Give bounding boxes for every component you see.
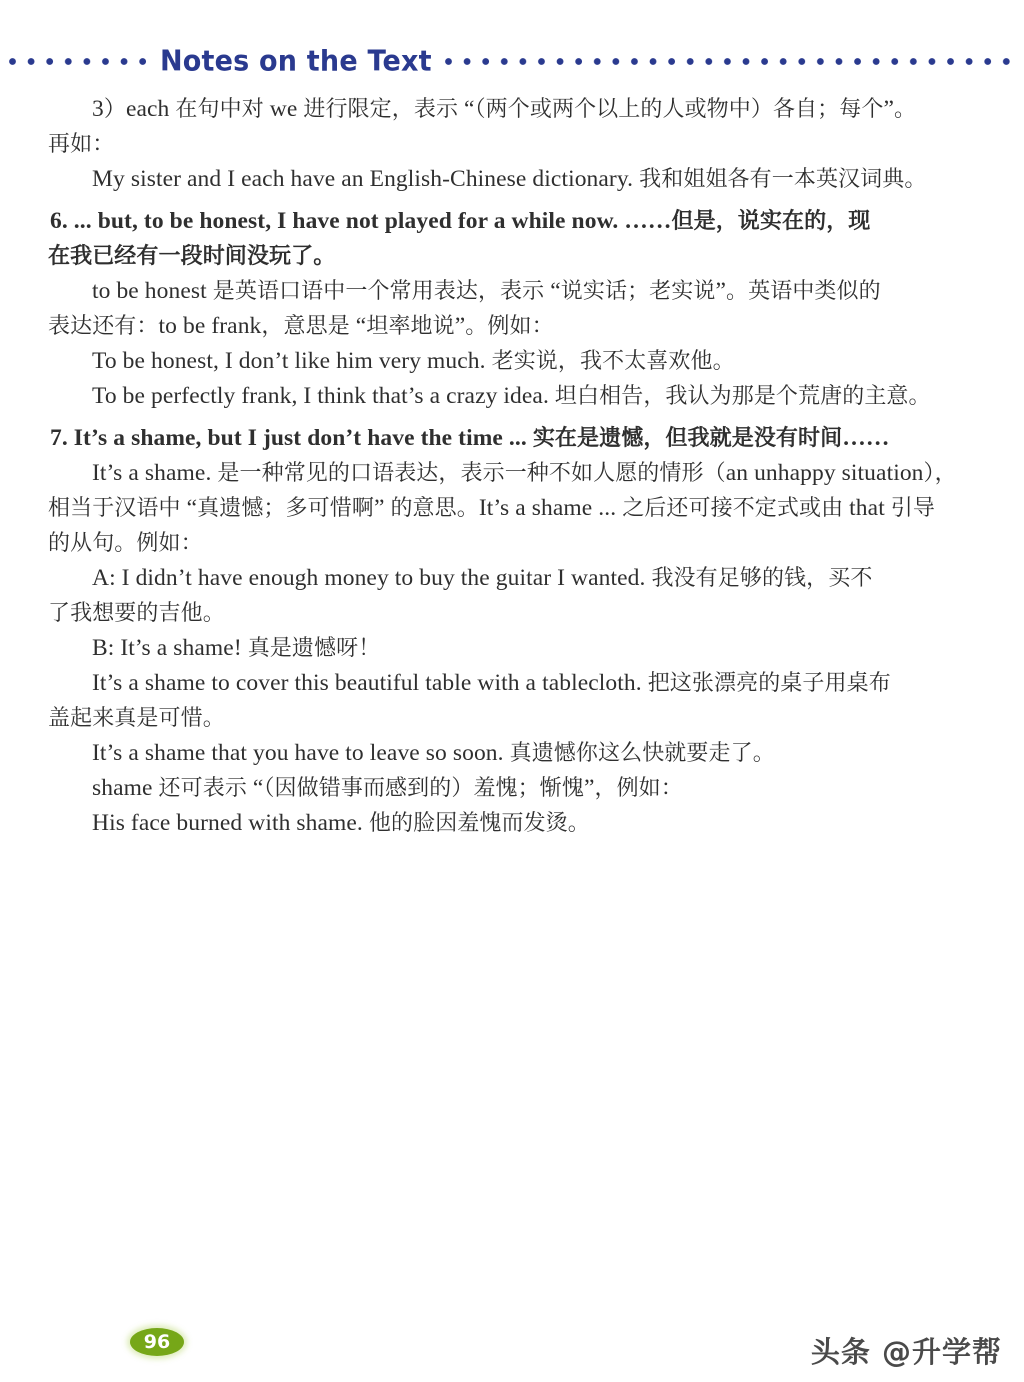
latin-run: shame (92, 775, 159, 801)
text-line (0, 92, 1024, 127)
cjk-run: 引导 (890, 496, 935, 521)
latin-run: It’s a shame to cover this beautiful table with a tablecloth. (92, 670, 648, 696)
latin-run: to be honest (92, 278, 213, 304)
cjk-run: 但是，说实在的，现 (671, 209, 871, 234)
text-line (0, 491, 1024, 526)
latin-run: “ (349, 313, 367, 339)
text-line (0, 631, 1024, 666)
cjk-run: 真遗憾；多可惜啊 (197, 496, 374, 521)
text-line (0, 806, 1024, 841)
text-line (0, 596, 1024, 631)
cjk-run: 是英语口语中一个常用表达，表示 (212, 279, 545, 304)
cjk-run: 了我想要的吉他。 (48, 601, 225, 626)
latin-run: “ (544, 278, 561, 304)
cjk-run: 之后还可接不定式或由 (622, 496, 844, 521)
text-line (0, 127, 1024, 162)
text-line (0, 239, 1024, 274)
latin-run: It’s a shame that you have to leave so soon. (92, 740, 510, 766)
cjk-run: 把这张漂亮的桌子用桌布 (647, 671, 891, 696)
cjk-run: 说实话；老实说 (560, 279, 716, 304)
cjk-run: （两个或两个以上的人或物中）各自；每个 (474, 97, 884, 122)
latin-run: “ (458, 96, 475, 122)
latin-run: 7. It’s a shame, but I just don’t have the time ... (50, 425, 533, 451)
latin-run: that (843, 495, 891, 521)
text-line (0, 204, 1024, 239)
cjk-run: 盖起来真是可惜。 (48, 706, 225, 731)
latin-run: 6. ... but, to be honest, I have not played for a while now. …… (50, 208, 672, 234)
text-line (0, 736, 1024, 771)
cjk-run: ）， (923, 461, 957, 486)
text-line (0, 344, 1024, 379)
latin-run: His face burned with shame. (92, 810, 369, 836)
latin-run: ” (883, 96, 895, 122)
cjk-run: 我和姐姐各有一本英汉词典。 (639, 167, 927, 192)
page-title: Notes on the Text (160, 44, 432, 78)
latin-run: To be honest, I don’t like him very much. (92, 348, 492, 374)
cjk-run: 是一种常见的口语表达，表示一种不如人愿的情形（ (217, 461, 726, 486)
latin-run: ” (715, 278, 727, 304)
latin-run: 3 (92, 96, 104, 122)
text-line (0, 526, 1024, 561)
latin-run: My sister and I each have an English-Chinese dictionary. (92, 166, 640, 192)
latin-run: each (125, 96, 176, 122)
latin-run: to be frank (158, 313, 262, 339)
latin-run: …… (842, 425, 890, 451)
text-line (0, 666, 1024, 701)
dotted-rule-icon-right (444, 57, 1018, 66)
cjk-run: 。例如： (465, 314, 554, 339)
latin-run: B: It’s a shame! (92, 635, 248, 661)
cjk-run: 。英语中类似的 (726, 279, 881, 304)
text-line (0, 274, 1024, 309)
latin-run: an unhappy situation (725, 460, 924, 486)
cjk-run: 坦率地说 (366, 314, 455, 339)
notes-body (0, 92, 1024, 841)
latin-run: ” (583, 775, 595, 801)
latin-run: “ (246, 775, 264, 801)
cjk-run: 坦白相告，我认为那是个荒唐的主意。 (554, 384, 931, 409)
cjk-run: ，意思是 (261, 314, 350, 339)
cjk-run: 真遗憾你这么快就要走了。 (509, 741, 775, 766)
latin-run: It’s a shame. (92, 460, 218, 486)
watermark: 头条 @升学帮 (810, 1335, 1002, 1369)
cjk-run: 的意思。 (390, 496, 479, 521)
cjk-run: 我没有足够的钱，买不 (651, 566, 873, 591)
cjk-run: 真是遗憾呀！ (247, 636, 381, 661)
section-header-banner (0, 44, 1024, 78)
dotted-rule-icon-left (8, 57, 148, 66)
cjk-run: 实在是遗憾，但我就是没有时间 (532, 426, 843, 451)
text-line (0, 421, 1024, 456)
cjk-run: （因做错事而感到的）羞愧；惭愧 (263, 776, 584, 801)
latin-run: To be perfectly frank, I think that’s a crazy idea. (92, 383, 555, 409)
cjk-run: 老实说，我不太喜欢他。 (491, 349, 735, 374)
latin-run: “ (180, 495, 198, 521)
cjk-run: 在句中对 (175, 97, 264, 122)
cjk-run: 在我已经有一段时间没玩了。 (48, 244, 336, 269)
cjk-run: ） (103, 97, 126, 122)
cjk-run: 的从句。例如： (48, 531, 203, 556)
latin-run: ” (454, 313, 466, 339)
cjk-run: 。 (894, 97, 917, 122)
cjk-run: 相当于汉语中 (48, 496, 181, 521)
text-line (0, 701, 1024, 736)
text-line (0, 309, 1024, 344)
cjk-run: 还可表示 (158, 776, 247, 801)
latin-run: A: I didn’t have enough money to buy the guitar I wanted. (92, 565, 652, 591)
text-line (0, 379, 1024, 414)
text-line (0, 456, 1024, 491)
cjk-run: 再如： (48, 132, 115, 157)
cjk-run: ，例如： (594, 776, 683, 801)
cjk-run: 他的脸因羞愧而发烫。 (368, 811, 590, 836)
latin-run: ” (373, 495, 391, 521)
text-line (0, 162, 1024, 197)
page-number-badge: 96 (130, 1328, 184, 1356)
text-line (0, 561, 1024, 596)
latin-run: It’s a shame ... (478, 495, 623, 521)
text-line (0, 771, 1024, 806)
latin-run: we (263, 96, 304, 122)
cjk-run: 表达还有： (48, 314, 159, 339)
cjk-run: 进行限定，表示 (303, 97, 459, 122)
